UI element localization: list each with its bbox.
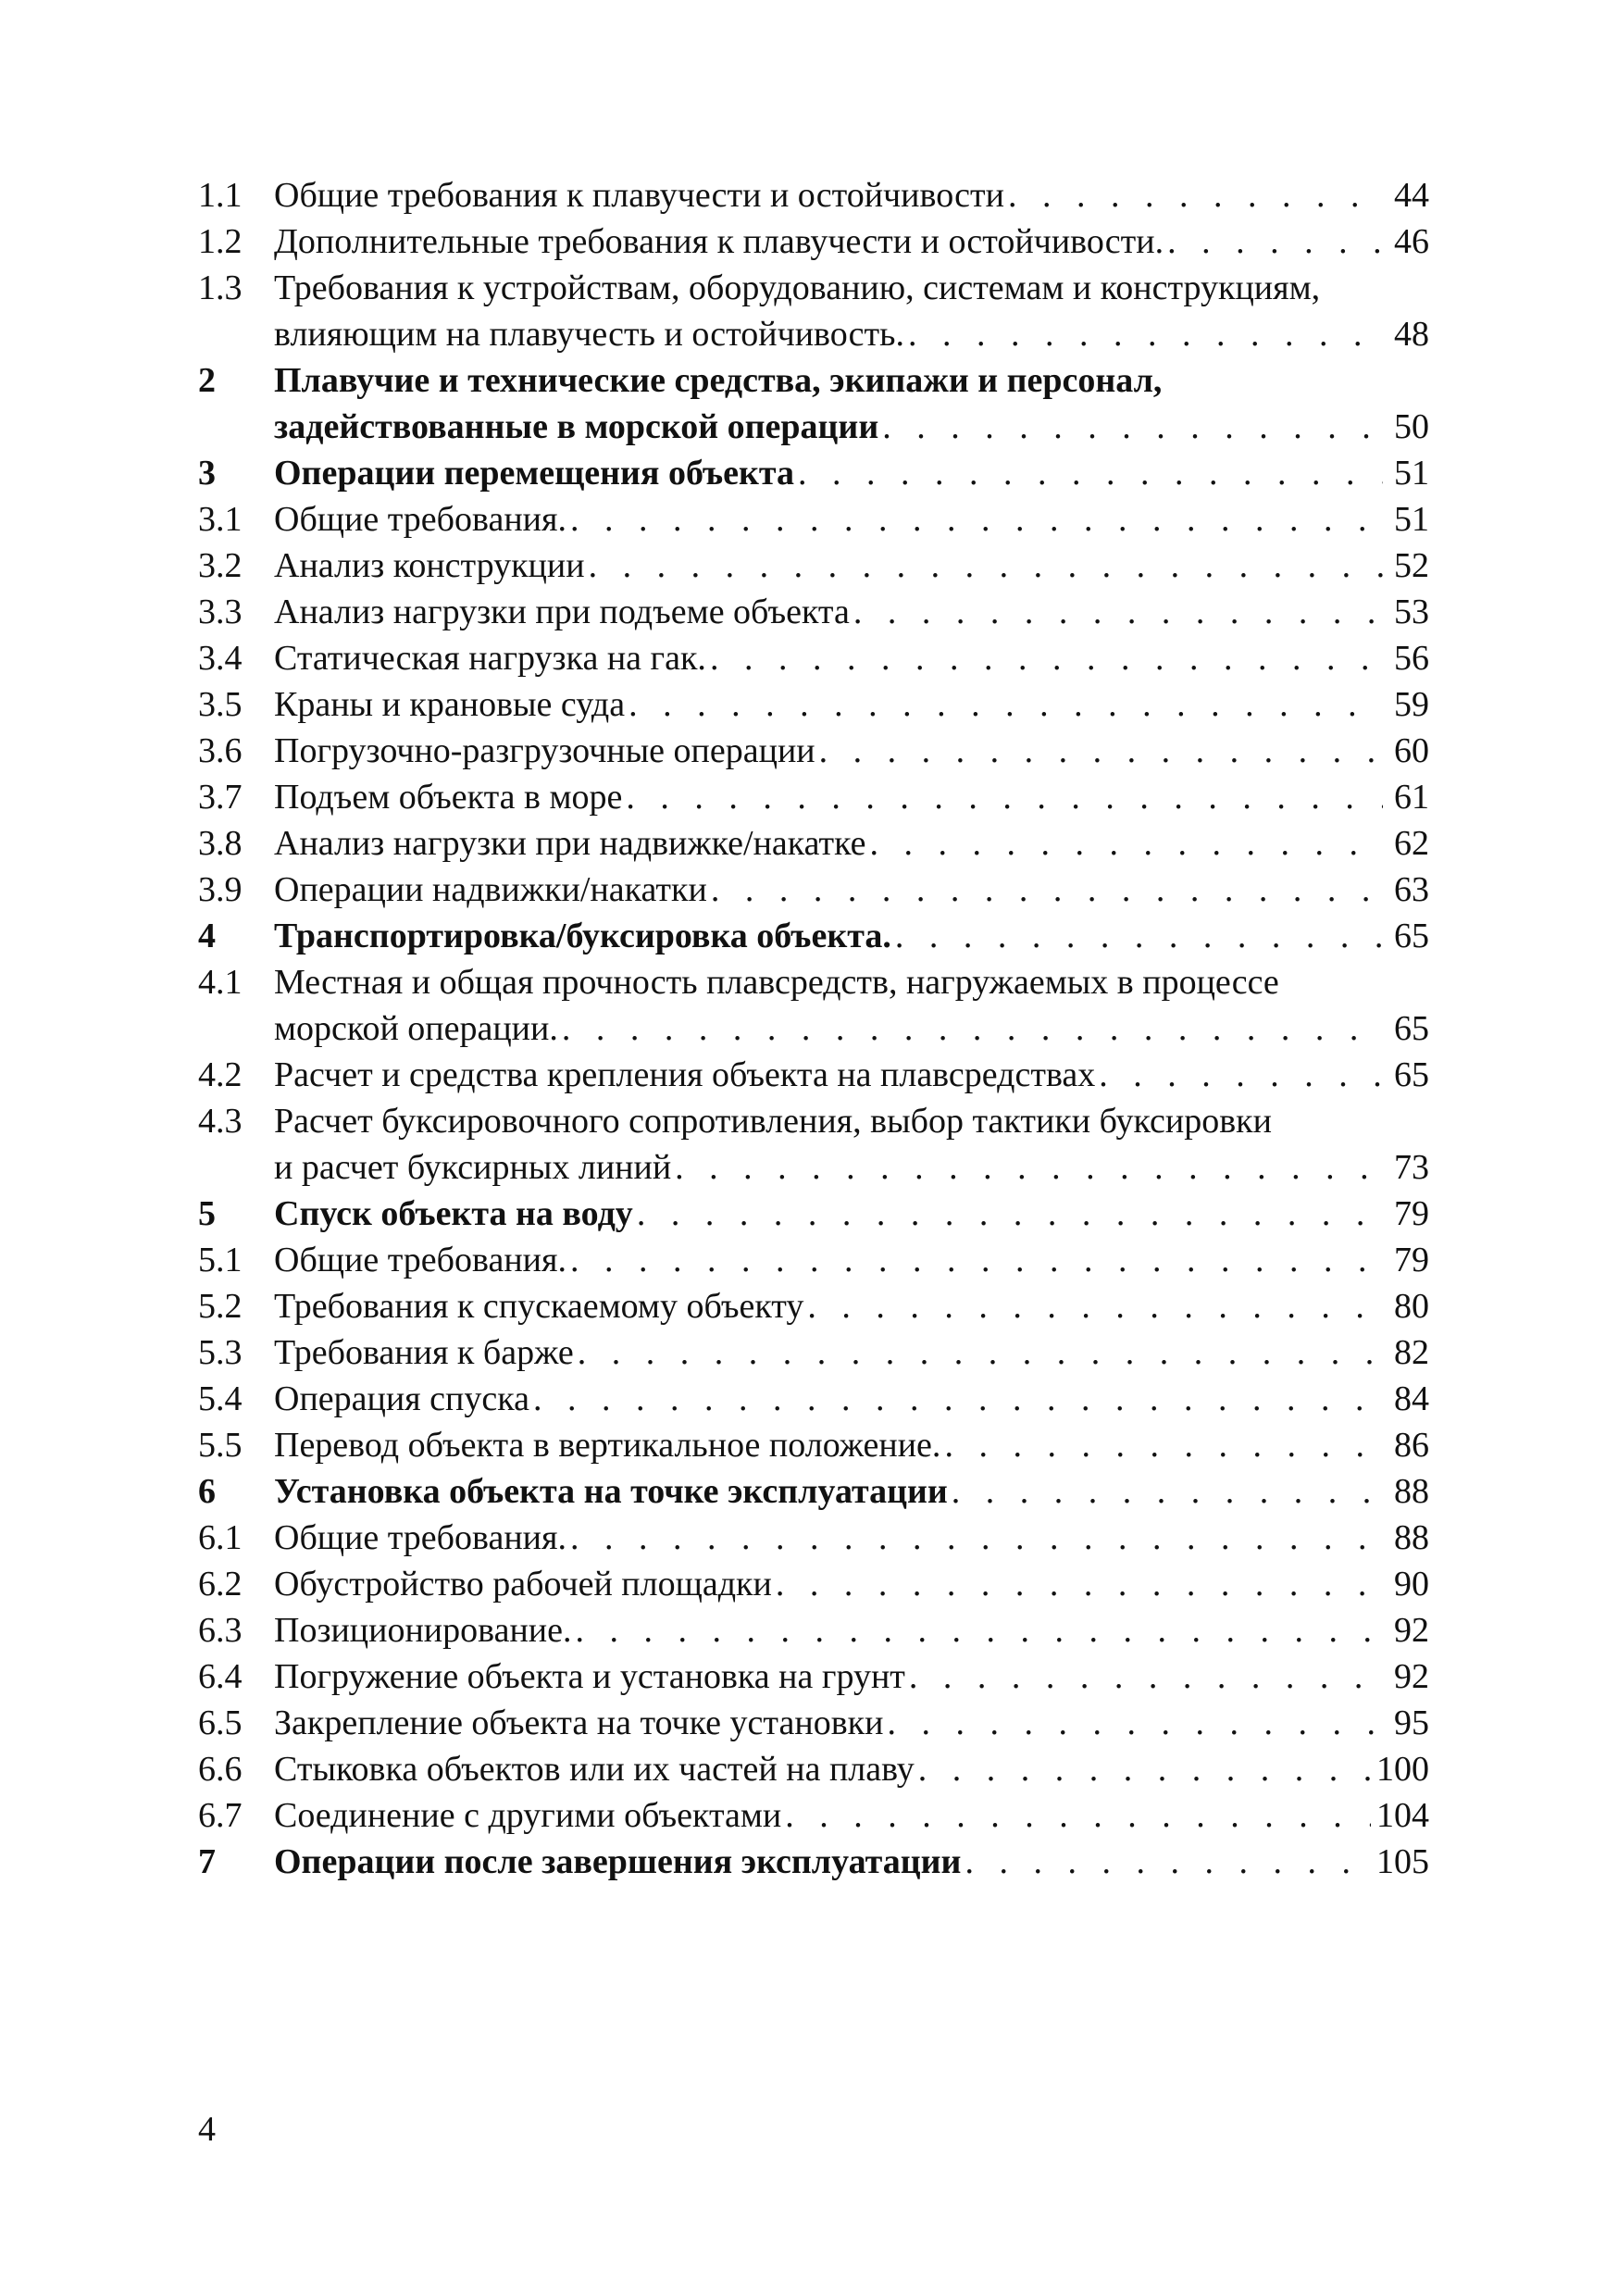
toc-entry-title: Стыковка объектов или их частей на плаву <box>274 1750 915 1789</box>
dot-leader <box>575 1607 1383 1653</box>
toc-entry <box>198 357 1429 450</box>
toc-entry-title: Операции надвижки/накатки <box>274 870 707 909</box>
toc-entry <box>198 1329 1429 1376</box>
toc-entry-number: 3.8 <box>198 824 243 863</box>
toc-entry-line <box>274 450 1429 496</box>
toc-entry-line <box>274 774 1429 820</box>
toc-entry-number: 6.2 <box>198 1565 243 1603</box>
toc-entry-page: 92 <box>1394 1611 1429 1650</box>
toc-entry-number: 3.1 <box>198 500 243 539</box>
toc-entry-title: Операции перемещения объекта <box>274 454 795 493</box>
toc-entry-number: 2 <box>198 361 216 400</box>
toc-entry-page: 65 <box>1394 1009 1429 1048</box>
toc-entry-title: Анализ нагрузки при подъеме объекта <box>274 593 850 631</box>
toc-entry-line <box>274 1653 1429 1700</box>
toc-entry-page: 84 <box>1394 1379 1429 1418</box>
toc-entry-title: Операции после завершения эксплуатации <box>274 1842 962 1881</box>
dot-leader <box>785 1792 1371 1839</box>
toc-entry-title: Краны и крановые суда <box>274 685 626 724</box>
toc-entry-title: Установка объекта на точке эксплуатации <box>274 1472 948 1511</box>
toc-entry-page: 51 <box>1394 500 1429 539</box>
toc-entry <box>198 1607 1429 1653</box>
toc-entry-title: Требования к спускаемому объекту <box>274 1287 804 1326</box>
toc-entry-title: Позиционирование. <box>274 1611 572 1650</box>
toc-entry-line <box>274 1422 1429 1468</box>
toc-entry-title: Транспортировка/буксировка объекта. <box>274 917 891 955</box>
dot-leader <box>562 1005 1383 1052</box>
toc-entry-title: Спуск объекта на воду <box>274 1194 633 1233</box>
toc-entry-number: 5.3 <box>198 1333 243 1372</box>
toc-entry-page: 51 <box>1394 454 1429 493</box>
toc-entry-number: 3.9 <box>198 870 243 909</box>
toc-entry-line <box>274 681 1429 728</box>
toc-entry <box>198 959 1429 1052</box>
toc-entry-number: 5.2 <box>198 1287 243 1326</box>
toc-entry-number: 3.3 <box>198 593 243 631</box>
toc-entry-line <box>274 496 1429 543</box>
toc-entry-content <box>274 774 1429 820</box>
toc-entry-content <box>274 1792 1429 1839</box>
toc-entry-page: 44 <box>1394 176 1429 215</box>
dot-leader <box>675 1144 1383 1191</box>
toc-entry-title: Погрузочно-разгрузочные операции <box>274 731 815 770</box>
toc-entry-content <box>274 172 1429 218</box>
toc-entry-number: 3.7 <box>198 778 243 817</box>
toc-entry-content <box>274 450 1429 496</box>
toc-entry-title: Обустройство рабочей площадки <box>274 1565 772 1603</box>
toc-entry-line <box>274 1329 1429 1376</box>
toc-entry-page: 48 <box>1394 315 1429 354</box>
toc-entry-page: 95 <box>1394 1703 1429 1742</box>
toc-entry-number: 6.7 <box>198 1796 243 1835</box>
dot-leader <box>887 1700 1383 1746</box>
toc-entry-content <box>274 681 1429 728</box>
toc-entry-title: Погружение объекта и установка на грунт <box>274 1657 905 1696</box>
toc-entry-title: Расчет и средства крепления объекта на плавсредствах <box>274 1055 1096 1094</box>
toc-entry-content <box>274 265 1429 357</box>
toc-entry-page: 88 <box>1394 1472 1429 1511</box>
toc-entry <box>198 635 1429 681</box>
toc-entry-page: 60 <box>1394 731 1429 770</box>
toc-entry-line <box>274 1515 1429 1561</box>
toc-entry <box>198 1561 1429 1607</box>
toc-entry-number: 1.1 <box>198 176 243 215</box>
toc-entry-line <box>274 1561 1429 1607</box>
toc-entry-line <box>274 867 1429 913</box>
toc-entry-title: Дополнительные требования к плавучести и остойчивости. <box>274 222 1164 261</box>
dot-leader <box>853 589 1383 635</box>
toc-entry-line <box>274 1792 1429 1839</box>
toc-entry-line <box>274 635 1429 681</box>
table-of-contents <box>198 172 1429 1885</box>
toc-entry-number: 7 <box>198 1842 216 1881</box>
toc-entry-number: 3.6 <box>198 731 243 770</box>
toc-entry-number: 6.4 <box>198 1657 243 1696</box>
toc-entry-content <box>274 1653 1429 1700</box>
toc-entry-title: Требования к устройствам, оборудованию, системам и конструкциям, <box>274 268 1321 307</box>
toc-entry-content <box>274 1283 1429 1329</box>
dot-leader <box>578 1329 1383 1376</box>
toc-entry-page: 50 <box>1394 407 1429 446</box>
dot-leader <box>1008 172 1383 218</box>
toc-entry-content <box>274 867 1429 913</box>
toc-entry <box>198 1098 1429 1191</box>
toc-entry-line <box>274 172 1429 218</box>
toc-entry-number: 4.2 <box>198 1055 243 1094</box>
toc-entry-page: 63 <box>1394 870 1429 909</box>
toc-entry <box>198 1468 1429 1515</box>
dot-leader <box>629 681 1383 728</box>
toc-entry-number: 6.6 <box>198 1750 243 1789</box>
toc-entry-page: 104 <box>1376 1796 1429 1835</box>
toc-entry-line <box>274 1098 1429 1144</box>
toc-entry-line <box>274 820 1429 867</box>
toc-entry-content <box>274 913 1429 959</box>
toc-entry-line <box>274 1237 1429 1283</box>
toc-entry-page: 86 <box>1394 1426 1429 1465</box>
toc-entry-title: морской операции. <box>274 1009 558 1048</box>
dot-leader <box>807 1283 1383 1329</box>
toc-entry-content <box>274 589 1429 635</box>
toc-entry-number: 6.5 <box>198 1703 243 1742</box>
dot-leader <box>1167 218 1383 265</box>
toc-entry-content <box>274 959 1429 1052</box>
toc-entry-title: задействованные в морской операции <box>274 407 879 446</box>
toc-entry-content <box>274 1329 1429 1376</box>
toc-entry-title: Плавучие и технические средства, экипажи и персонал, <box>274 361 1163 400</box>
dot-leader <box>819 728 1383 774</box>
toc-entry-page: 59 <box>1394 685 1429 724</box>
toc-entry-page: 90 <box>1394 1565 1429 1603</box>
toc-entry-content <box>274 1515 1429 1561</box>
dot-leader <box>1099 1052 1383 1098</box>
dot-leader <box>570 1515 1383 1561</box>
toc-entry-content <box>274 1376 1429 1422</box>
toc-entry-number: 5.4 <box>198 1379 243 1418</box>
page-number: 4 <box>198 2110 216 2149</box>
toc-entry-number: 6 <box>198 1472 216 1511</box>
toc-entry-page: 100 <box>1376 1750 1429 1789</box>
toc-entry-content <box>274 1468 1429 1515</box>
dot-leader <box>798 450 1383 496</box>
toc-entry-number: 3 <box>198 454 216 493</box>
dot-leader <box>870 820 1383 867</box>
toc-entry-number: 3.4 <box>198 639 243 678</box>
toc-entry <box>198 265 1429 357</box>
toc-entry-page: 65 <box>1394 1055 1429 1094</box>
toc-entry-page: 46 <box>1394 222 1429 261</box>
toc-entry <box>198 1191 1429 1237</box>
toc-entry <box>198 728 1429 774</box>
toc-entry <box>198 867 1429 913</box>
toc-entry-page: 79 <box>1394 1194 1429 1233</box>
toc-entry-title: Общие требования. <box>274 1241 566 1279</box>
toc-entry <box>198 913 1429 959</box>
toc-entry <box>198 774 1429 820</box>
toc-entry-line <box>274 1144 1429 1191</box>
toc-entry-title: Местная и общая прочность плавсредств, нагружаемых в процессе <box>274 963 1279 1002</box>
toc-entry-line <box>274 311 1429 357</box>
toc-entry-content <box>274 1422 1429 1468</box>
toc-entry <box>198 681 1429 728</box>
toc-entry-page: 92 <box>1394 1657 1429 1696</box>
dot-leader <box>626 774 1383 820</box>
dot-leader <box>918 1746 1371 1792</box>
toc-entry-content <box>274 1700 1429 1746</box>
toc-entry-line <box>274 959 1429 1005</box>
toc-entry-line <box>274 218 1429 265</box>
toc-entry-number: 4.3 <box>198 1102 243 1141</box>
toc-entry-page: 73 <box>1394 1148 1429 1187</box>
toc-entry <box>198 1653 1429 1700</box>
dot-leader <box>895 913 1383 959</box>
dot-leader <box>589 543 1383 589</box>
toc-entry-title: Расчет буксировочного сопротивления, выбор тактики буксировки <box>274 1102 1272 1141</box>
toc-entry-content <box>274 496 1429 543</box>
toc-entry-line <box>274 1607 1429 1653</box>
toc-entry <box>198 1376 1429 1422</box>
toc-entry <box>198 589 1429 635</box>
toc-entry-page: 53 <box>1394 593 1429 631</box>
dot-leader <box>637 1191 1383 1237</box>
toc-entry-content <box>274 357 1429 450</box>
toc-entry-line <box>274 265 1429 311</box>
dot-leader <box>909 1653 1383 1700</box>
toc-entry-title: Операция спуска <box>274 1379 529 1418</box>
dot-leader <box>776 1561 1383 1607</box>
toc-entry-page: 62 <box>1394 824 1429 863</box>
toc-entry-title: влияющим на плавучесть и остойчивость. <box>274 315 904 354</box>
toc-entry-number: 1.2 <box>198 222 243 261</box>
toc-entry-title: Общие требования. <box>274 500 566 539</box>
toc-entry-number: 4 <box>198 917 216 955</box>
toc-entry-line <box>274 728 1429 774</box>
toc-entry-number: 3.5 <box>198 685 243 724</box>
toc-entry-line <box>274 1700 1429 1746</box>
toc-entry-content <box>274 1839 1429 1885</box>
toc-entry-number: 5 <box>198 1194 216 1233</box>
toc-entry-page: 65 <box>1394 917 1429 955</box>
toc-entry <box>198 218 1429 265</box>
toc-entry-content <box>274 1052 1429 1098</box>
toc-entry-line <box>274 589 1429 635</box>
toc-entry-line <box>274 543 1429 589</box>
toc-entry-page: 80 <box>1394 1287 1429 1326</box>
toc-entry-line <box>274 1191 1429 1237</box>
toc-entry-content <box>274 218 1429 265</box>
toc-entry-title: и расчет буксирных линий <box>274 1148 672 1187</box>
toc-entry-content <box>274 820 1429 867</box>
toc-entry-page: 105 <box>1376 1842 1429 1881</box>
toc-entry-line <box>274 1283 1429 1329</box>
toc-entry-content <box>274 635 1429 681</box>
toc-entry <box>198 450 1429 496</box>
toc-entry-number: 1.3 <box>198 268 243 307</box>
toc-entry-page: 82 <box>1394 1333 1429 1372</box>
toc-entry-number: 4.1 <box>198 963 243 1002</box>
toc-entry <box>198 172 1429 218</box>
toc-entry-title: Подъем объекта в море <box>274 778 623 817</box>
toc-entry-title: Требования к барже <box>274 1333 574 1372</box>
toc-entry-title: Общие требования к плавучести и остойчивости <box>274 176 1004 215</box>
dot-leader <box>952 1468 1383 1515</box>
toc-entry-number: 5.5 <box>198 1426 243 1465</box>
toc-entry-line <box>274 1468 1429 1515</box>
toc-entry-line <box>274 1746 1429 1792</box>
toc-entry-content <box>274 1561 1429 1607</box>
toc-entry-title: Анализ конструкции <box>274 546 585 585</box>
dot-leader <box>533 1376 1383 1422</box>
toc-entry-page: 56 <box>1394 639 1429 678</box>
toc-entry-number: 6.3 <box>198 1611 243 1650</box>
dot-leader <box>570 496 1383 543</box>
toc-entry <box>198 1052 1429 1098</box>
toc-entry-page: 79 <box>1394 1241 1429 1279</box>
toc-entry-line <box>274 1052 1429 1098</box>
toc-entry-content <box>274 1098 1429 1191</box>
toc-entry <box>198 1283 1429 1329</box>
toc-entry-line <box>274 1839 1429 1885</box>
toc-entry-page: 88 <box>1394 1518 1429 1557</box>
toc-entry-page: 61 <box>1394 778 1429 817</box>
toc-entry-line <box>274 404 1429 450</box>
toc-entry <box>198 820 1429 867</box>
toc-entry-title: Закрепление объекта на точке установки <box>274 1703 884 1742</box>
toc-entry-title: Общие требования. <box>274 1518 566 1557</box>
toc-entry-content <box>274 1607 1429 1653</box>
toc-entry <box>198 1515 1429 1561</box>
dot-leader <box>944 1422 1383 1468</box>
toc-entry-number: 5.1 <box>198 1241 243 1279</box>
toc-entry-title: Статическая нагрузка на гак. <box>274 639 706 678</box>
toc-entry-line <box>274 913 1429 959</box>
toc-entry-number: 6.1 <box>198 1518 243 1557</box>
toc-entry <box>198 1746 1429 1792</box>
toc-entry-number: 3.2 <box>198 546 243 585</box>
dot-leader <box>965 1839 1371 1885</box>
toc-entry <box>198 496 1429 543</box>
toc-entry-title: Перевод объекта в вертикальное положение. <box>274 1426 941 1465</box>
toc-entry-page: 52 <box>1394 546 1429 585</box>
toc-entry-content <box>274 1746 1429 1792</box>
dot-leader <box>908 311 1383 357</box>
toc-entry-line <box>274 1005 1429 1052</box>
toc-entry-title: Анализ нагрузки при надвижке/накатке <box>274 824 866 863</box>
toc-entry <box>198 1422 1429 1468</box>
toc-entry-content <box>274 1237 1429 1283</box>
toc-entry-title: Соединение с другими объектами <box>274 1796 782 1835</box>
dot-leader <box>711 867 1383 913</box>
toc-entry-content <box>274 1191 1429 1237</box>
toc-entry-content <box>274 543 1429 589</box>
toc-entry <box>198 1839 1429 1885</box>
toc-entry <box>198 543 1429 589</box>
dot-leader <box>710 635 1383 681</box>
toc-entry-line <box>274 1376 1429 1422</box>
toc-entry-content <box>274 728 1429 774</box>
toc-entry <box>198 1700 1429 1746</box>
dot-leader <box>570 1237 1383 1283</box>
toc-entry <box>198 1237 1429 1283</box>
toc-entry <box>198 1792 1429 1839</box>
toc-entry-line <box>274 357 1429 404</box>
dot-leader <box>882 404 1383 450</box>
